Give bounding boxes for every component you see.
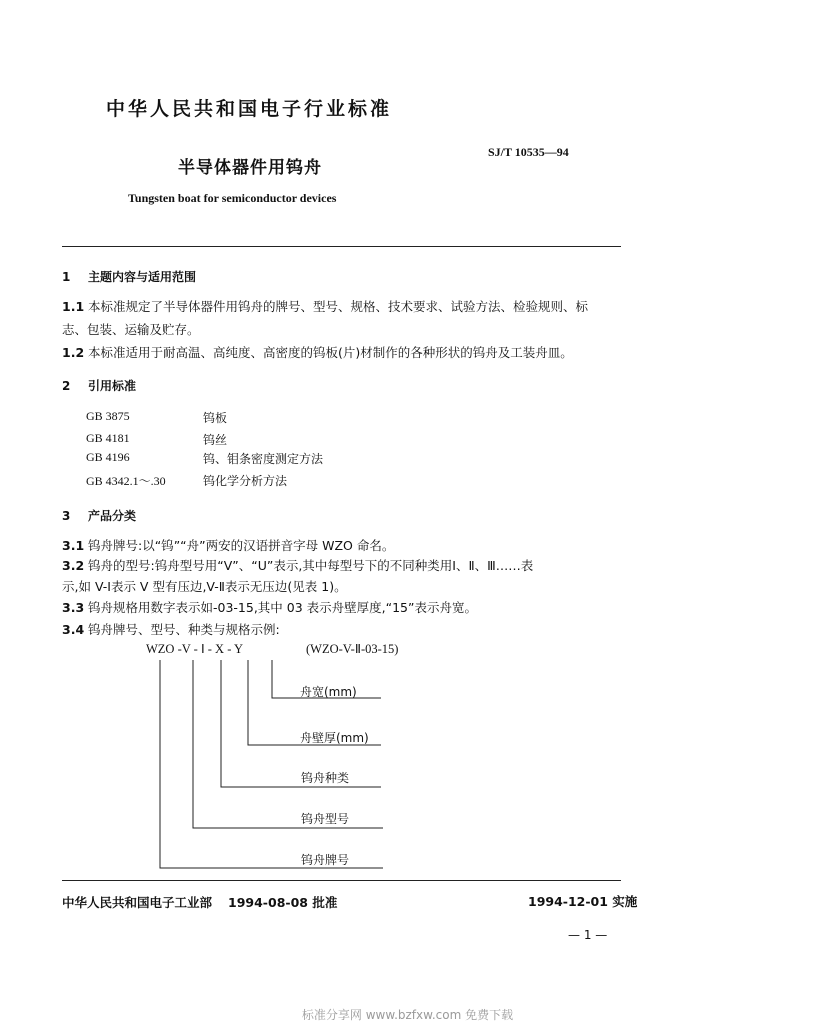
reference-code: GB 3875 xyxy=(86,409,130,423)
clause-3-1-number: 3.1 xyxy=(62,538,85,553)
label-wall-thickness: 舟壁厚(mm) xyxy=(300,731,369,745)
reference-code: GB 4196 xyxy=(86,450,130,464)
clause-3-3-text: 钨舟规格用数字表示如-03-15,其中 03 表示舟壁厚度,“15”表示舟宽。 xyxy=(88,600,477,615)
leader-kind xyxy=(221,660,381,787)
reference-name: 钨、钼条密度测定方法 xyxy=(203,452,324,466)
clause-1-1-text-line1: 本标准规定了半导体器件用钨舟的牌号、型号、规格、技术要求、试验方法、检验规则、标 xyxy=(88,299,589,314)
header-org-title: 中华人民共和国电子行业标准 xyxy=(106,98,393,120)
label-boat-brand: 钨舟牌号 xyxy=(301,853,350,867)
clause-3-2-number: 3.2 xyxy=(62,558,85,573)
clause-1-2-number: 1.2 xyxy=(62,345,85,360)
label-boat-kind: 钨舟种类 xyxy=(301,771,350,785)
clause-1-1-line2: 志、包装、运输及贮存。 xyxy=(62,322,200,337)
code-example: (WZO-V-Ⅱ-03-15) xyxy=(306,642,399,656)
reference-name: 钨丝 xyxy=(203,433,228,447)
reference-name: 钨板 xyxy=(203,411,228,425)
clause-1-2-text: 本标准适用于耐高温、高纯度、高密度的钨板(片)材制作的各种形状的钨舟及工装舟皿。 xyxy=(88,345,573,360)
clause-3-2-line2: 示,如 V-Ⅰ表示 V 型有压边,V-Ⅱ表示无压边(见表 1)。 xyxy=(62,579,347,594)
section-1-number: 1 xyxy=(62,270,71,284)
section-1-title: 主题内容与适用范围 xyxy=(88,270,197,284)
standard-code: SJ/T 10535—94 xyxy=(488,145,569,159)
page-number: — 1 — xyxy=(568,928,608,942)
reference-code: GB 4181 xyxy=(86,431,130,445)
document-title-cn: 半导体器件用钨舟 xyxy=(178,158,322,178)
section-3-number: 3 xyxy=(62,509,71,523)
section-2-number: 2 xyxy=(62,379,71,393)
clause-3-1-text: 钨舟牌号:以“钨”“舟”两安的汉语拼音字母 WZO 命名。 xyxy=(88,538,395,553)
issuer: 中华人民共和国电子工业部 xyxy=(62,895,213,910)
clause-3-3-number: 3.3 xyxy=(62,600,85,615)
label-boat-width: 舟宽(mm) xyxy=(300,685,357,699)
document-title-en: Tungsten boat for semiconductor devices xyxy=(128,191,337,205)
label-boat-model: 钨舟型号 xyxy=(301,812,350,826)
reference-name: 钨化学分析方法 xyxy=(203,474,288,488)
reference-code: GB 4342.1～.30 xyxy=(86,474,166,488)
clause-1-1-number: 1.1 xyxy=(62,299,85,314)
section-3-title: 产品分类 xyxy=(88,509,137,523)
clause-3-2-text-line1: 钨舟的型号:钨舟型号用“V”、“U”表示,其中每型号下的不同种类用Ⅰ、Ⅱ、Ⅲ……表 xyxy=(88,558,534,573)
implementation-date: 1994-12-01 实施 xyxy=(528,894,638,909)
watermark: 标准分享网 www.bzfxw.com 免费下载 xyxy=(301,1008,514,1022)
footer-issuer-line xyxy=(62,893,337,911)
approval-date: 1994-08-08 批准 xyxy=(228,895,338,910)
section-2-title: 引用标准 xyxy=(88,379,137,393)
clause-3-4-text: 钨舟牌号、型号、种类与规格示例: xyxy=(88,622,280,637)
code-pattern: WZO -V - Ⅰ - X - Y xyxy=(146,642,244,656)
clause-3-4-number: 3.4 xyxy=(62,622,85,637)
footer-divider xyxy=(62,880,621,881)
